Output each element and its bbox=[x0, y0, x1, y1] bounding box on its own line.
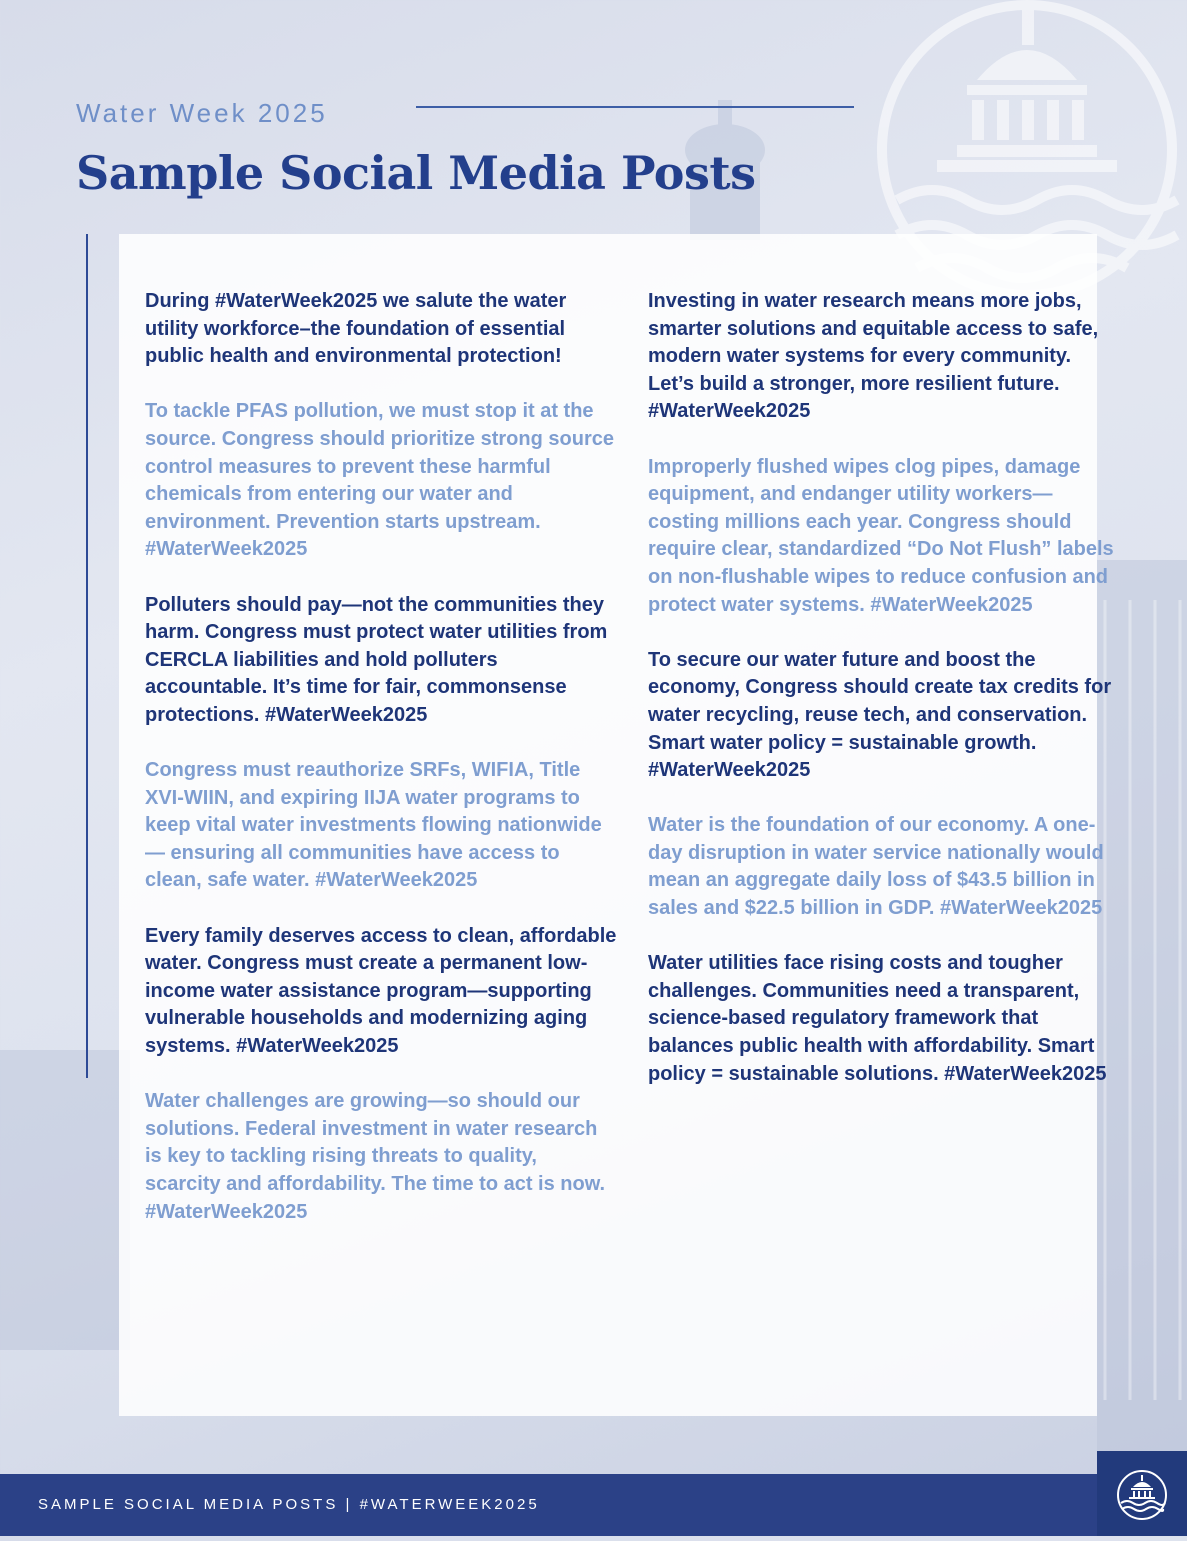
post-economy: Water is the foundation of our economy. A one-day disruption in water service nationally would mean an aggregate daily loss of $43.5 billion in sales and $22.5 billion in GDP. #WaterWeek2025 bbox=[648, 814, 1104, 920]
footer-logo-badge bbox=[1097, 1451, 1187, 1536]
header-divider bbox=[416, 106, 854, 108]
post-assistance: Every family deserves access to clean, affordable water. Congress must create a permanent low-income water assistance program—supporting vulnerable households and modernizing aging systems. #WaterWeek2025 bbox=[145, 924, 617, 1058]
post-wipes: Improperly flushed wipes clog pipes, damage equipment, and endanger utility workers—costing millions each year. Congress should require clear, standardized “Do Not Flush” labels on non-flushable wipes to reduce confusion and protect water systems. #WaterWeek2025 bbox=[648, 455, 1114, 616]
footer-label: SAMPLE SOCIAL MEDIA POSTS | #WATERWEEK2025 bbox=[38, 1496, 540, 1513]
post-regulatory: Water utilities face rising costs and tougher challenges. Communities need a transparent, science-based regulatory framework that balances public health with affordability. Smart policy = sustainable solutions. #WaterWeek2025 bbox=[648, 952, 1107, 1085]
post-cercla: Polluters should pay—not the communities they harm. Congress must protect water utilities from CERCLA liabilities and hold polluters accountable. It’s time for fair, commonsense protections. #WaterWeek2025 bbox=[145, 593, 608, 726]
posts-column-left bbox=[145, 288, 617, 1254]
post-workforce: During #WaterWeek2025 we salute the water utility workforce–the foundation of essential public health and environmental protection! bbox=[145, 290, 567, 368]
posts-card bbox=[119, 234, 1114, 1416]
post-tax-credits: To secure our water future and boost the economy, Congress should create tax credits for water recycling, reuse tech, and conservation. Smart water policy = sustainable growth. #WaterWeek2025 bbox=[648, 648, 1112, 782]
posts-column-right bbox=[648, 288, 1120, 1116]
side-accent-rule bbox=[86, 234, 88, 1078]
eyebrow-label: Water Week 2025 bbox=[76, 98, 328, 128]
post-research-jobs: Investing in water research means more jobs, smarter solutions and equitable access to safe, modern water systems for every community. Let’s build a stronger, more resilient future. #WaterWeek2025 bbox=[648, 290, 1099, 423]
post-pfas: To tackle PFAS pollution, we must stop it at the source. Congress should prioritize strong source control measures to prevent these harmful chemicals from entering our water and environment. Prevention starts upstream. #WaterWeek2025 bbox=[145, 400, 614, 561]
post-research-investment: Water challenges are growing—so should our solutions. Federal investment in water research is key to tackling rising threats to quality, scarcity and affordability. The time to act is now. #WaterWeek2025 bbox=[145, 1090, 606, 1223]
page-title: Sample Social Media Posts bbox=[76, 146, 756, 200]
footer-bar bbox=[0, 1474, 1187, 1536]
post-reauthorize: Congress must reauthorize SRFs, WIFIA, Title XVI-WIIN, and expiring IIJA water programs to keep vital water investments flowing nationwide — ensuring all communities have access to clean, safe water. #WaterWeek2025 bbox=[145, 759, 602, 892]
capitol-logo-icon bbox=[1097, 1451, 1187, 1536]
